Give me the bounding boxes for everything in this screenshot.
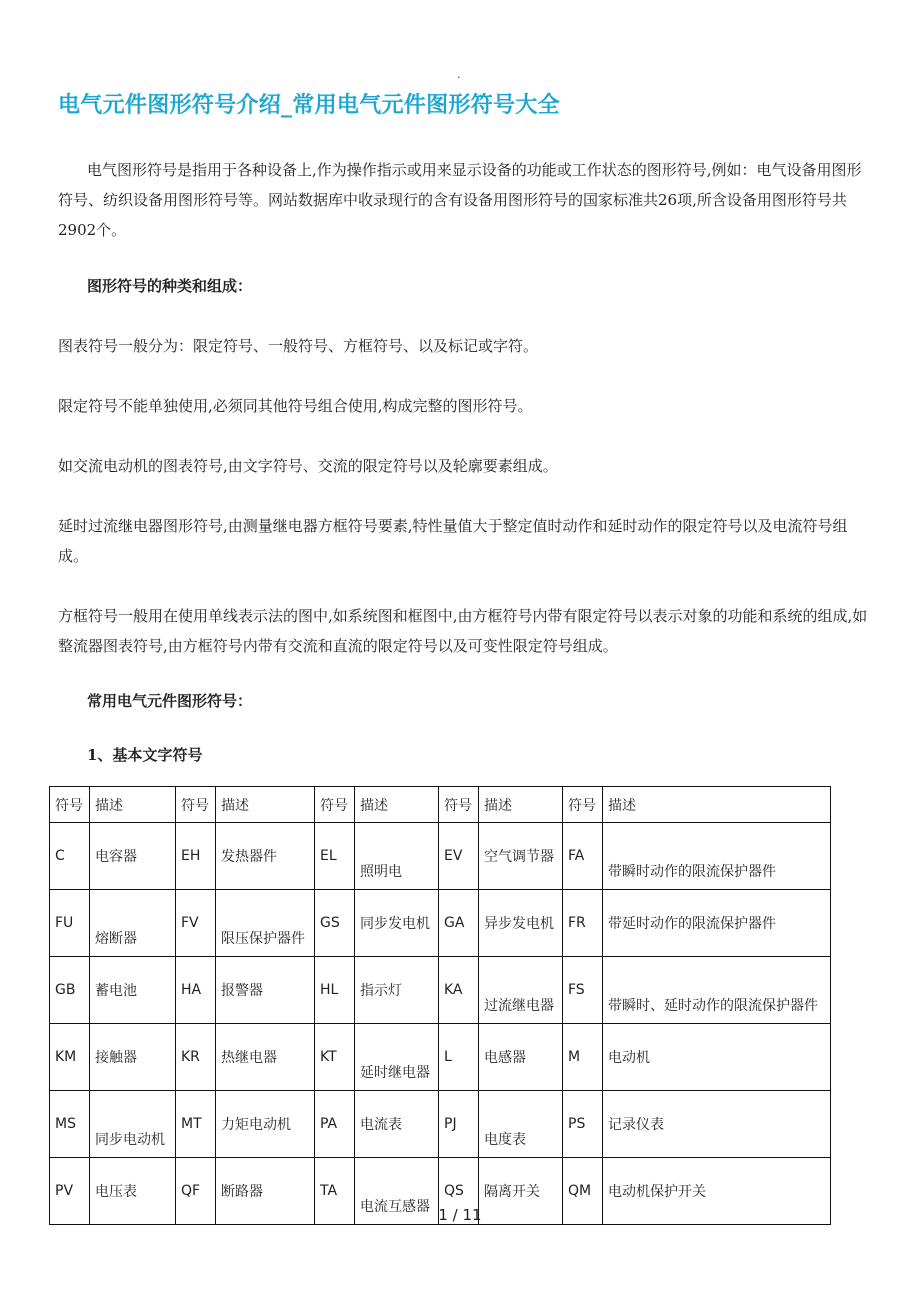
symbol-code-cell: FS	[563, 957, 603, 1024]
symbol-desc-cell: 接触器	[90, 1024, 176, 1091]
symbol-desc-cell: 热继电器	[216, 1024, 315, 1091]
symbol-desc-cell: 报警器	[216, 957, 315, 1024]
symbol-code-cell: QM	[563, 1158, 603, 1225]
symbol-code-cell: MT	[176, 1091, 216, 1158]
symbol-desc-cell: 熔断器	[90, 890, 176, 957]
symbol-code-cell: C	[50, 823, 90, 890]
symbol-code-cell: KT	[315, 1024, 355, 1091]
header-symbol: 符号	[439, 787, 479, 823]
symbol-desc-cell: 电感器	[479, 1024, 563, 1091]
page-title: 电气元件图形符号介绍_常用电气元件图形符号大全	[58, 93, 560, 118]
symbol-desc-cell: 隔离开关	[479, 1158, 563, 1225]
table-row	[50, 1091, 831, 1158]
symbol-desc-cell: 指示灯	[355, 957, 439, 1024]
header-symbol: 符号	[50, 787, 90, 823]
common-heading: 常用电气元件图形符号：	[87, 692, 253, 710]
symbol-desc-cell: 延时继电器	[355, 1024, 439, 1091]
table-row	[50, 957, 831, 1024]
symbol-code-cell: PJ	[439, 1091, 479, 1158]
symbol-desc-cell: 电流互感器	[355, 1158, 439, 1225]
page-number: 1 / 11	[438, 1206, 482, 1224]
symbol-desc-cell: 电度表	[479, 1091, 563, 1158]
symbol-code-cell: QF	[176, 1158, 216, 1225]
symbol-code-cell: KM	[50, 1024, 90, 1091]
symbol-code-cell: FR	[563, 890, 603, 957]
symbol-code-cell: QS	[439, 1158, 479, 1225]
symbol-desc-cell: 带延时动作的限流保护器件	[603, 890, 831, 957]
symbol-code-cell: GA	[439, 890, 479, 957]
symbol-desc-cell: 同步发电机	[355, 890, 439, 957]
paragraph-1: 图表符号一般分为：限定符号、一般符号、方框符号、以及标记或字符。	[58, 337, 539, 355]
paragraph-5: 方框符号一般用在使用单线表示法的图中,如系统图和框图中,由方框符号内带有限定符号以表示对象的功能和系统的组成,如整流器图表符号,由方框符号内带有交流和直流的限定符号以及可变性限定符号组成。	[58, 607, 868, 655]
symbol-code-cell: HA	[176, 957, 216, 1024]
paragraph-4: 延时过流继电器图形符号,由测量继电器方框符号要素,特性量值大于整定值时动作和延时动作的限定符号以及电流符号组成。	[58, 517, 848, 565]
symbol-desc-cell: 过流继电器	[479, 957, 563, 1024]
header-desc: 描述	[603, 787, 831, 823]
symbol-desc-cell: 照明电	[355, 823, 439, 890]
symbol-desc-cell: 电动机保护开关	[603, 1158, 831, 1225]
kinds-heading: 图形符号的种类和组成：	[87, 277, 253, 295]
symbol-desc-cell: 异步发电机	[479, 890, 563, 957]
symbol-code-cell: KA	[439, 957, 479, 1024]
section-heading: 1、基本文字符号	[87, 746, 203, 764]
symbol-desc-cell: 发热器件	[216, 823, 315, 890]
table-row	[50, 823, 831, 890]
symbol-code-cell: KR	[176, 1024, 216, 1091]
table-row	[50, 1024, 831, 1091]
symbol-code-cell: MS	[50, 1091, 90, 1158]
symbol-code-cell: PV	[50, 1158, 90, 1225]
paragraph-2: 限定符号不能单独使用,必须同其他符号组合使用,构成完整的图形符号。	[58, 397, 533, 415]
symbol-table	[49, 786, 831, 1225]
symbol-code-cell: GS	[315, 890, 355, 957]
symbol-desc-cell: 力矩电动机	[216, 1091, 315, 1158]
symbol-code-cell: EV	[439, 823, 479, 890]
symbol-code-cell: TA	[315, 1158, 355, 1225]
header-symbol: 符号	[315, 787, 355, 823]
symbol-code-cell: GB	[50, 957, 90, 1024]
symbol-desc-cell: 电动机	[603, 1024, 831, 1091]
symbol-code-cell: FA	[563, 823, 603, 890]
header-desc: 描述	[355, 787, 439, 823]
symbol-code-cell: EL	[315, 823, 355, 890]
symbol-desc-cell: 带瞬时动作的限流保护器件	[603, 823, 831, 890]
paragraph-3: 如交流电动机的图表符号,由文字符号、交流的限定符号以及轮廓要素组成。	[58, 457, 558, 475]
symbol-code-cell: EH	[176, 823, 216, 890]
symbol-desc-cell: 带瞬时、延时动作的限流保护器件	[603, 957, 831, 1024]
symbol-desc-cell: 同步电动机	[90, 1091, 176, 1158]
symbol-desc-cell: 电容器	[90, 823, 176, 890]
header-desc: 描述	[479, 787, 563, 823]
intro-paragraph: 电气图形符号是指用于各种设备上,作为操作指示或用来显示设备的功能或工作状态的图形符号,例如：电气设备用图形符号、纺织设备用图形符号等。网站数据库中收录现行的含有设备用图形符号的国家标准共26项,所含设备用图形符号共2902个。	[58, 161, 862, 239]
symbol-desc-cell: 空气调节器	[479, 823, 563, 890]
symbol-code-cell: FU	[50, 890, 90, 957]
symbol-code-cell: PS	[563, 1091, 603, 1158]
table-row	[50, 890, 831, 957]
symbol-desc-cell: 限压保护器件	[216, 890, 315, 957]
header-desc: 描述	[216, 787, 315, 823]
symbol-code-cell: PA	[315, 1091, 355, 1158]
symbol-code-cell: HL	[315, 957, 355, 1024]
header-mark: .	[457, 68, 461, 81]
symbol-desc-cell: 电压表	[90, 1158, 176, 1225]
symbol-code-cell: M	[563, 1024, 603, 1091]
symbol-code-cell: FV	[176, 890, 216, 957]
table-header-row	[50, 787, 831, 823]
symbol-desc-cell: 断路器	[216, 1158, 315, 1225]
symbol-desc-cell: 电流表	[355, 1091, 439, 1158]
symbol-desc-cell: 蓄电池	[90, 957, 176, 1024]
header-symbol: 符号	[563, 787, 603, 823]
header-symbol: 符号	[176, 787, 216, 823]
header-desc: 描述	[90, 787, 176, 823]
symbol-desc-cell: 记录仪表	[603, 1091, 831, 1158]
symbol-code-cell: L	[439, 1024, 479, 1091]
